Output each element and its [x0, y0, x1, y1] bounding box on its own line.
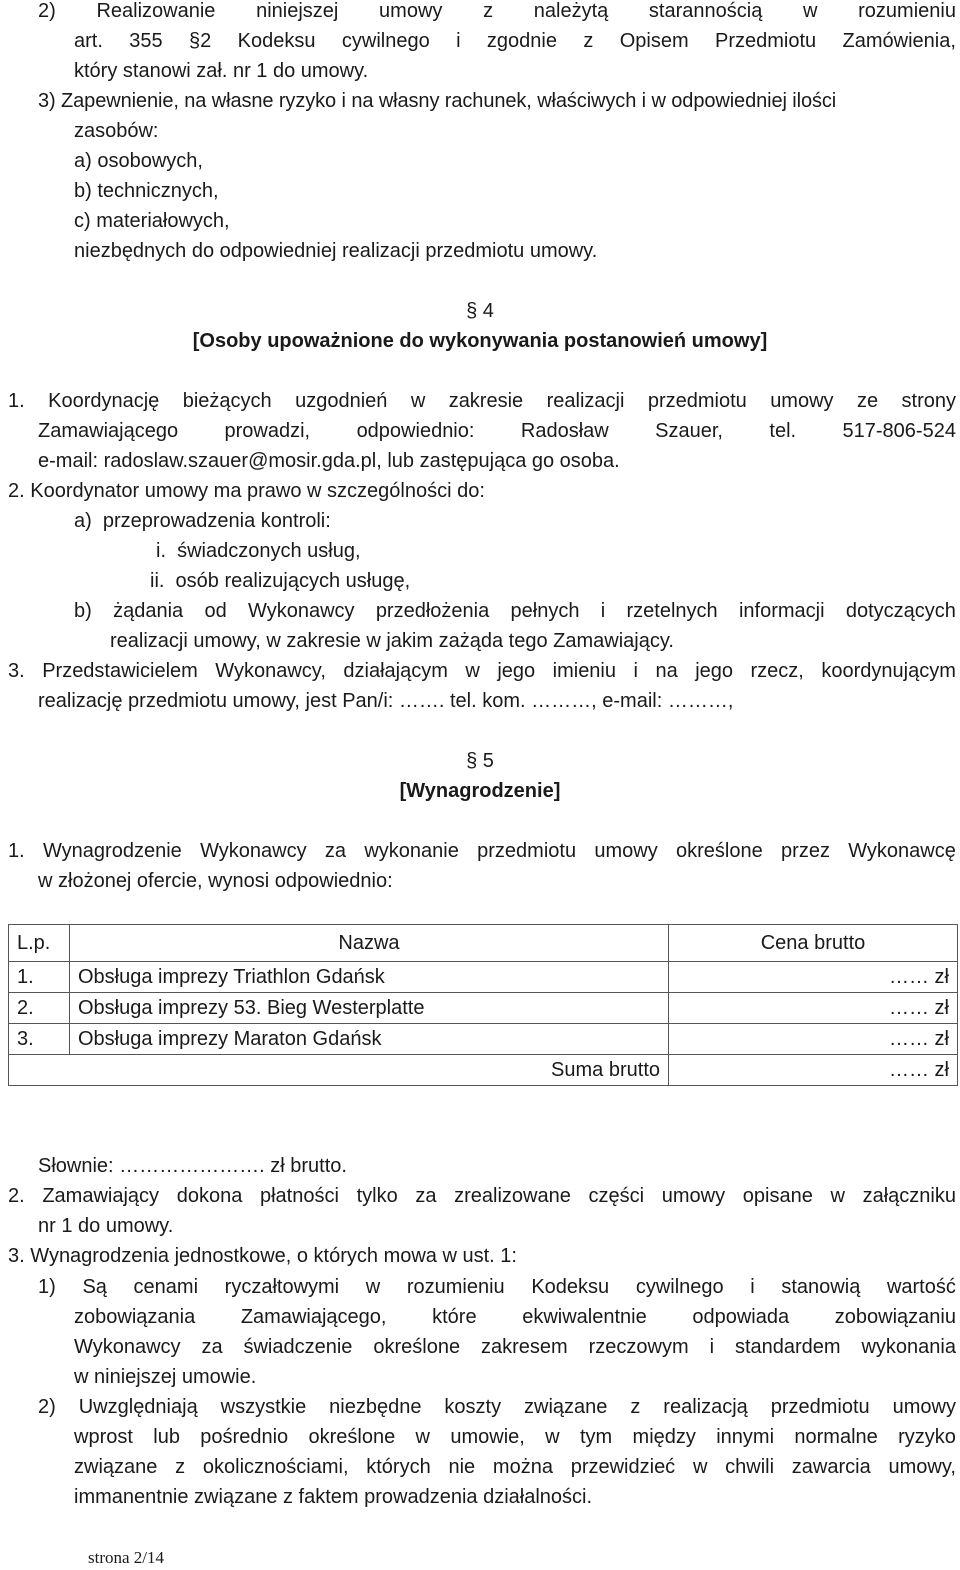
word: należytą [533, 0, 609, 22]
word: ryczałtowymi [224, 1276, 340, 1298]
s4-p2-b-line-1 [74, 596, 956, 626]
word: 3. [8, 660, 25, 682]
s3-item-c: c) materiałowych, [74, 210, 230, 232]
s4-p2-a-ii: ii. osób realizujących usługę, [150, 570, 411, 592]
word: normalne [794, 1426, 878, 1448]
word: koordynującym [821, 660, 956, 682]
word: koszty [444, 1396, 502, 1418]
word: umowy [770, 390, 834, 412]
row-lp: 2. [9, 993, 70, 1024]
word: wartość [886, 1276, 956, 1298]
word: z [483, 0, 494, 22]
s5-title: [Wynagrodzenie] [399, 780, 561, 802]
fees-table-header-row [9, 925, 958, 962]
word: umowie, [450, 1426, 525, 1448]
word: wszystkie [220, 1396, 307, 1418]
word: przedmiotu [477, 840, 577, 862]
word: odpowiada [692, 1306, 790, 1328]
word: Wykonawcy [248, 600, 355, 622]
page-number: strona 2/14 [88, 1548, 165, 1567]
word: nie [448, 1456, 476, 1478]
s5-p3-2-line-1 [38, 1392, 956, 1422]
s5-p2-line-2: nr 1 do umowy. [38, 1215, 174, 1237]
word: niniejszej [256, 0, 339, 22]
word: ze [856, 390, 879, 412]
word: Kodeksu [531, 1276, 610, 1298]
word: w [415, 1426, 430, 1448]
word: wykonanie [364, 840, 459, 862]
word: realizacją [663, 1396, 748, 1418]
word: z [630, 1396, 641, 1418]
s4-p2-b-line-2: realizacji umowy, w zakresie w jakim zażąda tego Zamawiający. [110, 630, 674, 652]
word: w [545, 1426, 560, 1448]
word: załączniku [862, 1185, 956, 1207]
word: zrealizowane [454, 1185, 571, 1207]
word: wykonania [861, 1336, 956, 1358]
word: standardem [734, 1336, 841, 1358]
s5-p3-2-line-3 [74, 1452, 956, 1482]
word: świadczenie [243, 1336, 353, 1358]
word: w [410, 390, 426, 412]
sum-label: Suma brutto [70, 1055, 669, 1086]
word: rozumieniu [858, 0, 956, 22]
header-lp: L.p. [9, 925, 70, 962]
word: Wykonawcy [200, 840, 307, 862]
word: okolicznościami, [202, 1456, 349, 1478]
s5-p1-line-2: w złożonej ofercie, wynosi odpowiednio: [38, 870, 393, 892]
word: bieżących [182, 390, 272, 412]
s3-item-a: a) osobowych, [74, 150, 203, 172]
s5-p3-1-line-1 [38, 1272, 956, 1302]
word: części [588, 1185, 645, 1207]
word: uzgodnień [295, 390, 388, 412]
word: za [201, 1336, 223, 1358]
word: Wykonawcę [848, 840, 956, 862]
s5-p3-2-line-2 [74, 1422, 956, 1452]
s4-p2-a: a) przeprowadzenia kontroli: [74, 510, 331, 532]
s4-p1-line-3: e-mail: radoslaw.szauer@mosir.gda.pl, lub zastępująca go osoba. [38, 450, 620, 472]
word: cenami [133, 1276, 199, 1298]
s4-p2-a-i: i. świadczonych usług, [156, 540, 361, 562]
word: zakresie [448, 390, 524, 412]
word: jego [695, 660, 734, 682]
word: Koordynację [48, 390, 160, 412]
s3-closing: niezbędnych do odpowiedniej realizacji przedmiotu umowy. [74, 240, 598, 262]
word: związane [74, 1456, 158, 1478]
word: Uwzględniają [78, 1396, 198, 1418]
word: wprost [74, 1426, 133, 1448]
word: których [366, 1456, 431, 1478]
row-name: Obsługa imprezy Triathlon Gdańsk [70, 962, 669, 993]
word: odpowiednio: [356, 420, 475, 442]
s4-p1-line-2 [38, 416, 956, 446]
word: tylko [356, 1185, 398, 1207]
table-row [9, 962, 958, 993]
word: §2 [189, 30, 212, 52]
header-name: Nazwa [70, 925, 669, 962]
s4-number: § 4 [466, 300, 494, 322]
sum-value: …… zł [669, 1055, 958, 1086]
s5-p1-line-1 [8, 836, 956, 866]
word: Przedstawicielem [42, 660, 198, 682]
word: realizacji [546, 390, 625, 412]
s5-p3-2-line-4: immanentnie związane z faktem prowadzenia działalności. [74, 1486, 593, 1508]
s3-p2-line-1 [38, 0, 956, 26]
word: przedmiotu [647, 390, 747, 412]
s3-p2-line-3: który stanowi zał. nr 1 do umowy. [74, 60, 369, 82]
s4-p3-line-1 [8, 656, 956, 686]
word: w [803, 0, 818, 22]
word: z [583, 30, 594, 52]
table-row [9, 993, 958, 1024]
word: między [632, 1426, 696, 1448]
word: Wykonawcy [74, 1336, 181, 1358]
header-price: Cena brutto [669, 925, 958, 962]
word: 2) [38, 1396, 56, 1418]
word: żądania [113, 600, 184, 622]
word: umowy [594, 840, 658, 862]
word: określone [308, 1426, 396, 1448]
word: Wykonawcy, [215, 660, 326, 682]
word: w [365, 1276, 381, 1298]
word: 517-806-524 [842, 420, 956, 442]
word: dokona [176, 1185, 243, 1207]
s5-p3-1-line-2 [74, 1302, 956, 1332]
word: umowy [661, 1185, 726, 1207]
word: Kodeksu [237, 30, 316, 52]
s4-title: [Osoby upoważnione do wykonywania postanowień umowy] [192, 330, 768, 352]
word: opisane [742, 1185, 813, 1207]
word: zobowiązaniu [834, 1306, 956, 1328]
row-lp: 3. [9, 1024, 70, 1055]
row-price: …… zł [669, 993, 958, 1024]
word: które [432, 1306, 477, 1328]
word: 1) [38, 1276, 56, 1298]
s5-p3-1-line-3 [74, 1332, 956, 1362]
word: Wynagrodzenie [42, 840, 182, 862]
table-row [9, 1024, 958, 1055]
word: związane [524, 1396, 608, 1418]
word: zgodnie [486, 30, 557, 52]
s4-p2: 2. Koordynator umowy ma prawo w szczególności do: [8, 480, 485, 502]
word: Zamawiający [42, 1185, 160, 1207]
row-lp: 1. [9, 962, 70, 993]
word: strony [901, 390, 956, 412]
word: Zamówienia, [842, 30, 956, 52]
word: stanowią [781, 1276, 861, 1298]
word: od [204, 600, 227, 622]
table-sum-row [9, 1055, 958, 1086]
word: w [692, 1456, 708, 1478]
word: 1. [8, 390, 25, 412]
s3-p2-line-2 [74, 26, 956, 56]
word: jego [497, 660, 536, 682]
word: umowy [892, 1396, 956, 1418]
row-price: …… zł [669, 962, 958, 993]
word: działającym [343, 660, 448, 682]
word: przedmiotu [770, 1396, 870, 1418]
word: 2. [8, 1185, 25, 1207]
word: Zamawiającego [38, 420, 179, 442]
word: zobowiązania [74, 1306, 196, 1328]
word: w [830, 1185, 845, 1207]
word: rzecz, [750, 660, 804, 682]
word: i [456, 30, 461, 52]
word: z [175, 1456, 186, 1478]
fees-table [8, 924, 958, 1086]
word: przedłożenia [375, 600, 490, 622]
word: niezbędne [329, 1396, 422, 1418]
word: starannością [648, 0, 763, 22]
word: w [465, 660, 480, 682]
row-name: Obsługa imprezy Maraton Gdańsk [70, 1024, 669, 1055]
s5-p3: 3. Wynagrodzenia jednostkowe, o których mowa w ust. 1: [8, 1245, 517, 1267]
word: Przedmiotu [715, 30, 817, 52]
word: b) [74, 600, 92, 622]
s3-p3-line-1: 3) Zapewnienie, na własne ryzyko i na własny rachunek, właściwych i w odpowiedniej ilości [38, 90, 837, 112]
s5-p2-line-1 [8, 1181, 956, 1211]
word: dotyczących [845, 600, 956, 622]
word: informacji [738, 600, 825, 622]
word: Opisem [619, 30, 689, 52]
word: pełnych [510, 600, 580, 622]
word: za [324, 840, 347, 862]
word: określone [676, 840, 763, 862]
s4-p1-line-1 [8, 386, 956, 416]
word: ryzyko [898, 1426, 956, 1448]
word: i [750, 1276, 755, 1298]
word: przewidzieć [570, 1456, 676, 1478]
word: można [492, 1456, 553, 1478]
word: art. [74, 30, 103, 52]
word: innymi [716, 1426, 775, 1448]
word: ekwiwalentnie [522, 1306, 647, 1328]
word: 355 [129, 30, 163, 52]
s5-number: § 5 [466, 750, 494, 772]
word: 2) [38, 0, 56, 22]
word: 1. [8, 840, 25, 862]
row-price: …… zł [669, 1024, 958, 1055]
word: tym [579, 1426, 613, 1448]
word: Są [82, 1276, 107, 1298]
word: umowy [379, 0, 443, 22]
word: cywilnego [635, 1276, 724, 1298]
word: i [709, 1336, 715, 1358]
word: przez [781, 840, 830, 862]
s3-p3-line-2: zasobów: [74, 120, 159, 142]
word: Zamawiającego, [240, 1306, 387, 1328]
s5-p3-1-line-4: w niniejszej umowie. [74, 1366, 257, 1388]
word: określone [373, 1336, 461, 1358]
sum-spacer [9, 1055, 70, 1086]
word: chwili [725, 1456, 775, 1478]
word: prowadzi, [224, 420, 311, 442]
word: lub [153, 1426, 180, 1448]
word: tel. [769, 420, 797, 442]
word: cywilnego [341, 30, 430, 52]
word: rozumieniu [406, 1276, 505, 1298]
word: pośrednio [200, 1426, 289, 1448]
word: i [633, 660, 638, 682]
word: rzeczowym [588, 1336, 689, 1358]
word: umowy, [888, 1456, 956, 1478]
word: Realizowanie [96, 0, 216, 22]
s4-p3-line-2: realizację przedmiotu umowy, jest Pan/i: ……. tel. kom. ………, e-mail: ………, [38, 690, 734, 712]
word: Szauer, [655, 420, 723, 442]
word: rzetelnych [626, 600, 718, 622]
word: na [655, 660, 678, 682]
word: płatności [259, 1185, 339, 1207]
word: i [600, 600, 606, 622]
word: zawarcia [791, 1456, 871, 1478]
word: za [415, 1185, 437, 1207]
word: Radosław [520, 420, 609, 442]
s5-words: Słownie: …………………. zł brutto. [38, 1155, 347, 1177]
row-name: Obsługa imprezy 53. Bieg Westerplatte [70, 993, 669, 1024]
s3-item-b: b) technicznych, [74, 180, 219, 202]
word: zakresem [481, 1336, 568, 1358]
word: imieniu [552, 660, 616, 682]
